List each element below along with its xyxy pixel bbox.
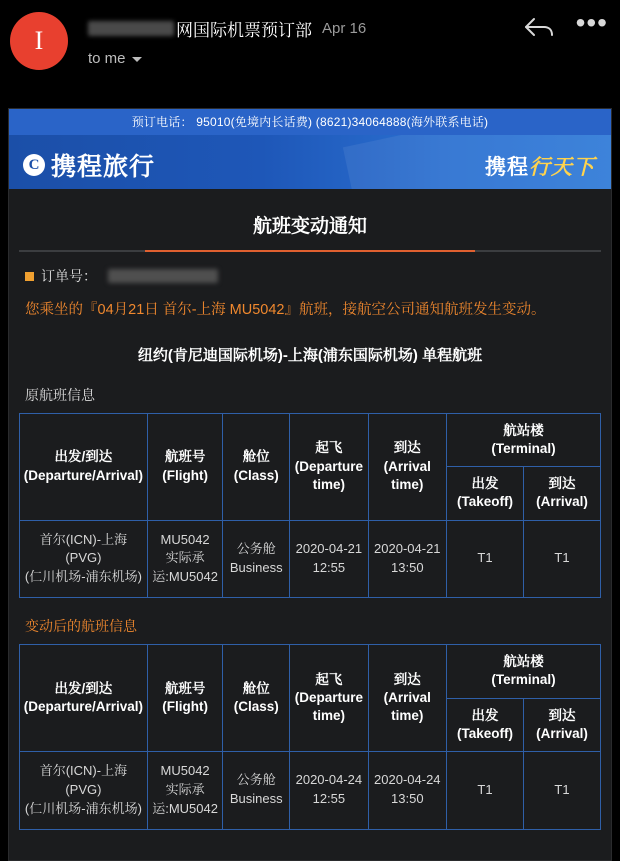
col-terminal-departure <box>447 467 524 520</box>
cell-route-line2: (PVG) <box>65 781 102 797</box>
col-flight-en: (Flight) <box>162 467 208 483</box>
col-flight-cn: 航班号 <box>164 449 206 465</box>
col-arrival-time <box>368 413 446 520</box>
change-alert-text: 您乘坐的『04月21日 首尔-上海 MU5042』航班，接航空公司通知航班发生变动。 <box>25 302 546 318</box>
col-departure-time <box>290 413 368 520</box>
col-terminal-departure-en: (Takeoff) <box>456 725 513 741</box>
col-flight <box>147 413 223 520</box>
col-flight <box>147 645 223 752</box>
cell-class-cn: 公务舱 <box>236 541 276 557</box>
col-terminal-cn: 航站楼 <box>503 654 544 670</box>
cell-terminal-departure: T1 <box>447 520 524 598</box>
cell-arrival-time: 2020-04-24 13:50 <box>368 752 446 830</box>
col-terminal-arrival-cn: 到达 <box>548 476 576 492</box>
avatar: I <box>10 12 68 70</box>
cell-flight-actual-cn: 实际承 <box>165 781 205 797</box>
col-departure-arrival-cn: 出发/到达 <box>54 680 113 696</box>
cell-route <box>20 752 148 830</box>
col-terminal-departure-cn: 出发 <box>471 707 499 723</box>
cell-flight-no: MU5042 <box>160 531 210 547</box>
cell-class-en: Business <box>229 559 283 575</box>
original-flight-table <box>19 413 601 598</box>
col-terminal-arrival-en: (Arrival) <box>536 494 588 510</box>
ctrip-phone-bar: 预订电话： 95010(免境内长话费) (8621)34064888(海外联系电话) <box>9 109 611 135</box>
page-title: 航班变动通知 <box>252 216 367 237</box>
table-row <box>20 752 601 830</box>
col-arrival-time-en: (Arrival time) <box>383 689 431 724</box>
sender-redacted-block <box>88 21 174 36</box>
order-number-label: 订单号： <box>41 268 97 284</box>
email-body-card <box>8 108 612 861</box>
cell-flight-actual-no: 运:MU5042 <box>152 800 218 816</box>
cell-flight-number <box>147 752 223 830</box>
col-terminal-departure-en: (Takeoff) <box>456 494 513 510</box>
chevron-down-icon[interactable] <box>132 57 142 62</box>
cell-route <box>20 520 148 598</box>
ctrip-slogan <box>485 151 595 181</box>
col-departure-time <box>290 645 368 752</box>
col-terminal <box>447 413 601 466</box>
col-departure-arrival-cn: 出发/到达 <box>54 449 113 465</box>
route-summary: 纽约(肯尼迪国际机场)-上海(浦东国际机场) 单程航班 <box>137 346 483 364</box>
table-header-row <box>20 413 601 466</box>
reply-icon[interactable] <box>524 16 554 38</box>
recipient-label: to me <box>88 50 126 67</box>
col-terminal-arrival <box>523 467 600 520</box>
col-arrival-time-cn: 到达 <box>393 671 421 687</box>
cell-flight-actual-cn: 实际承 <box>165 550 205 566</box>
col-terminal-arrival-en: (Arrival) <box>536 725 588 741</box>
col-departure-arrival-en: (Departure/Arrival) <box>23 467 144 483</box>
col-departure-time-cn: 起飞 <box>315 671 343 687</box>
col-terminal <box>447 645 601 698</box>
col-flight-cn: 航班号 <box>164 680 206 696</box>
col-departure-arrival <box>20 645 148 752</box>
cell-route-line2: (PVG) <box>65 550 102 566</box>
col-class-cn: 舱位 <box>242 680 270 696</box>
cell-departure-time: 2020-04-21 12:55 <box>290 520 368 598</box>
col-terminal-arrival <box>523 698 600 751</box>
cell-terminal-departure: T1 <box>447 752 524 830</box>
ctrip-brand-name: 携程旅行 <box>51 154 156 181</box>
changed-flight-label: 变动后的航班信息 <box>25 618 137 635</box>
col-class <box>223 413 290 520</box>
order-number-redacted <box>108 269 218 283</box>
ctrip-slogan-prefix: 携程 <box>485 155 529 179</box>
title-divider <box>19 250 601 252</box>
cell-class-en: Business <box>229 791 283 807</box>
cell-class-cn: 公务舱 <box>236 772 276 788</box>
col-class-en: (Class) <box>233 699 279 715</box>
col-arrival-time-cn: 到达 <box>393 440 421 456</box>
table-header-row <box>20 645 601 698</box>
col-class-en: (Class) <box>233 467 279 483</box>
ctrip-slogan-accent: 行天下 <box>529 155 595 179</box>
ctrip-logo-mark: C <box>23 154 45 176</box>
cell-class <box>223 752 290 830</box>
col-terminal-departure <box>447 698 524 751</box>
col-departure-time-en: (Departure time) <box>294 689 363 724</box>
table-row <box>20 520 601 598</box>
col-departure-arrival <box>20 413 148 520</box>
original-flight-label: 原航班信息 <box>25 386 95 403</box>
bullet-square-icon <box>25 272 34 281</box>
email-header <box>0 0 620 100</box>
email-date: Apr 16 <box>322 20 367 37</box>
cell-class <box>223 520 290 598</box>
col-class-cn: 舱位 <box>242 449 270 465</box>
more-options-icon[interactable]: ••• <box>575 7 608 38</box>
sender-row[interactable] <box>88 16 510 41</box>
order-number-row <box>25 266 601 286</box>
col-arrival-time-en: (Arrival time) <box>383 458 431 492</box>
cell-flight-actual-no: 运:MU5042 <box>152 569 218 585</box>
col-terminal-en: (Terminal) <box>491 440 556 456</box>
cell-terminal-arrival: T1 <box>523 520 600 598</box>
cell-terminal-arrival: T1 <box>523 752 600 830</box>
ctrip-brand-bar <box>9 135 611 189</box>
col-departure-arrival-en: (Departure/Arrival) <box>23 699 144 715</box>
cell-flight-number <box>147 520 223 598</box>
col-terminal-cn: 航站楼 <box>503 422 544 438</box>
col-departure-time-cn: 起飞 <box>315 440 343 456</box>
ctrip-logo[interactable] <box>23 147 155 183</box>
recipient-row[interactable] <box>88 50 142 67</box>
col-departure-time-en: (Departure time) <box>294 458 363 492</box>
col-terminal-en: (Terminal) <box>491 672 556 688</box>
cell-departure-time: 2020-04-24 12:55 <box>290 752 368 830</box>
col-arrival-time <box>368 645 446 752</box>
cell-route-line3: (仁川机场-浦东机场) <box>24 800 142 816</box>
header-actions <box>524 7 608 38</box>
cell-route-line1: 首尔(ICN)-上海 <box>39 763 128 779</box>
col-flight-en: (Flight) <box>162 699 208 715</box>
col-terminal-departure-cn: 出发 <box>471 476 499 492</box>
col-terminal-arrival-cn: 到达 <box>548 707 576 723</box>
cell-route-line3: (仁川机场-浦东机场) <box>24 569 142 585</box>
sender-name: 网国际机票预订部 <box>176 21 312 40</box>
cell-flight-no: MU5042 <box>160 763 210 779</box>
col-class <box>223 645 290 752</box>
cell-route-line1: 首尔(ICN)-上海 <box>39 531 128 547</box>
notice-content <box>9 189 611 860</box>
cell-arrival-time: 2020-04-21 13:50 <box>368 520 446 598</box>
